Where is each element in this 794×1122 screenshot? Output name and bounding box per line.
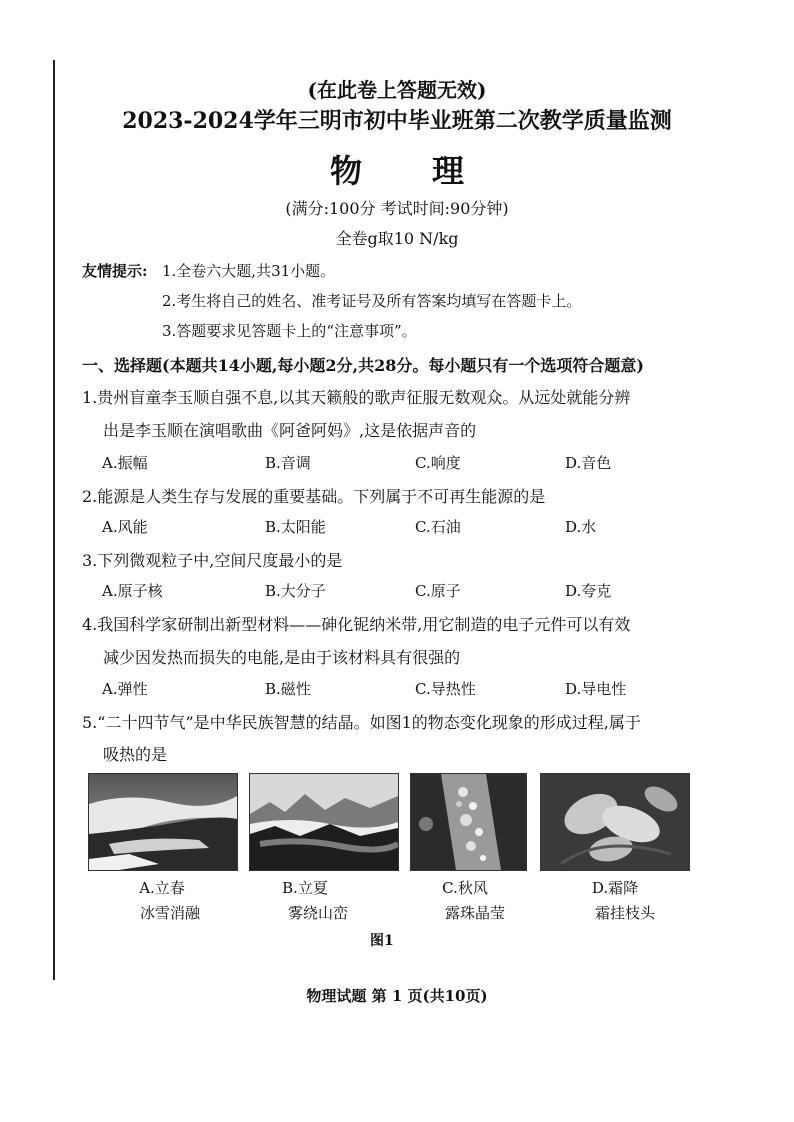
subject-title: 物理	[329, 152, 534, 190]
q3-option-c: C.原子	[415, 582, 461, 600]
q4-option-d: D.导电性	[565, 680, 627, 698]
caption-c-line2: 露珠晶莹	[444, 904, 505, 922]
q2-option-d: D.水	[565, 518, 597, 536]
question-4-text-cont: 减少因发热而损失的电能,是由于该材料具有很强的	[103, 648, 461, 667]
question-5-text: 5.“二十四节气”是中华民族智慧的结晶。如图1的物态变化现象的形成过程,属于	[82, 713, 641, 732]
q1-option-c: C.响度	[415, 454, 461, 472]
caption-c-line1: C.秋风	[442, 879, 488, 897]
section-title: 一、选择题(本题共14小题,每小题2分,共28分。每小题只有一个选项符合题意)	[82, 356, 644, 375]
caption-d-line1: D.霜降	[591, 879, 639, 897]
exam-meta: (满分:100分 考试时间:90分钟)	[285, 199, 509, 218]
figure-label: 图1	[370, 933, 394, 949]
photo-dew-drops	[410, 773, 527, 871]
q4-option-b: B.磁性	[265, 680, 311, 698]
q2-option-a: A.风能	[102, 518, 148, 536]
q1-option-b: B.音调	[265, 454, 311, 472]
caption-b-line2: 雾绕山峦	[287, 904, 348, 922]
q1-option-a: A.振幅	[102, 454, 148, 472]
caption-d-line2: 霜挂枝头	[594, 904, 655, 922]
question-1-text: 1.贵州盲童李玉顺自强不息,以其天籁般的歌声征服无数观众。从远处就能分辨	[82, 388, 631, 407]
photo-ice-melting	[88, 773, 238, 871]
gravity-note: 全卷g取10 N/kg	[335, 229, 459, 248]
q1-option-d: D.音色	[565, 454, 612, 472]
page-footer: 物理试题 第 1 页(共10页)	[306, 987, 488, 1005]
question-4-text: 4.我国科学家研制出新型材料——砷化铌纳米带,用它制造的电子元件可以有效	[82, 615, 631, 634]
tip-item: 1.全卷六大题,共31小题。	[162, 262, 336, 280]
q4-option-a: A.弹性	[102, 680, 148, 698]
invalid-answer-note: (在此卷上答题无效)	[307, 78, 487, 102]
ice-melting-image	[89, 774, 237, 870]
dew-drops-image	[411, 774, 526, 870]
q4-option-c: C.导热性	[415, 680, 476, 698]
q2-option-b: B.太阳能	[265, 518, 326, 536]
q3-option-b: B.大分子	[265, 582, 326, 600]
exam-title: 2023-2024学年三明市初中毕业班第二次教学质量监测	[122, 108, 672, 134]
question-1-text-cont: 出是李玉顺在演唱歌曲《阿爸阿妈》,这是依据声音的	[103, 421, 477, 440]
question-2-text: 2.能源是人类生存与发展的重要基础。下列属于不可再生能源的是	[82, 487, 546, 506]
tips-label: 友情提示:	[82, 262, 148, 280]
question-5-text-cont: 吸热的是	[103, 745, 168, 764]
question-3-text: 3.下列微观粒子中,空间尺度最小的是	[82, 551, 343, 570]
frost-leaves-image	[541, 774, 689, 870]
caption-a-line1: A.立春	[139, 879, 185, 897]
photo-frost-leaves	[540, 773, 690, 871]
q3-option-d: D.夸克	[565, 582, 612, 600]
caption-b-line1: B.立夏	[282, 879, 328, 897]
q3-option-a: A.原子核	[102, 582, 163, 600]
tip-item: 3.答题要求见答题卡上的“注意事项”。	[162, 322, 417, 340]
photo-fog-mountains	[249, 773, 399, 871]
q2-option-c: C.石油	[415, 518, 461, 536]
fog-mountains-image	[250, 774, 398, 870]
tip-item: 2.考生将自己的姓名、准考证号及所有答案均填写在答题卡上。	[162, 292, 582, 310]
caption-a-line2: 冰雪消融	[139, 904, 200, 922]
